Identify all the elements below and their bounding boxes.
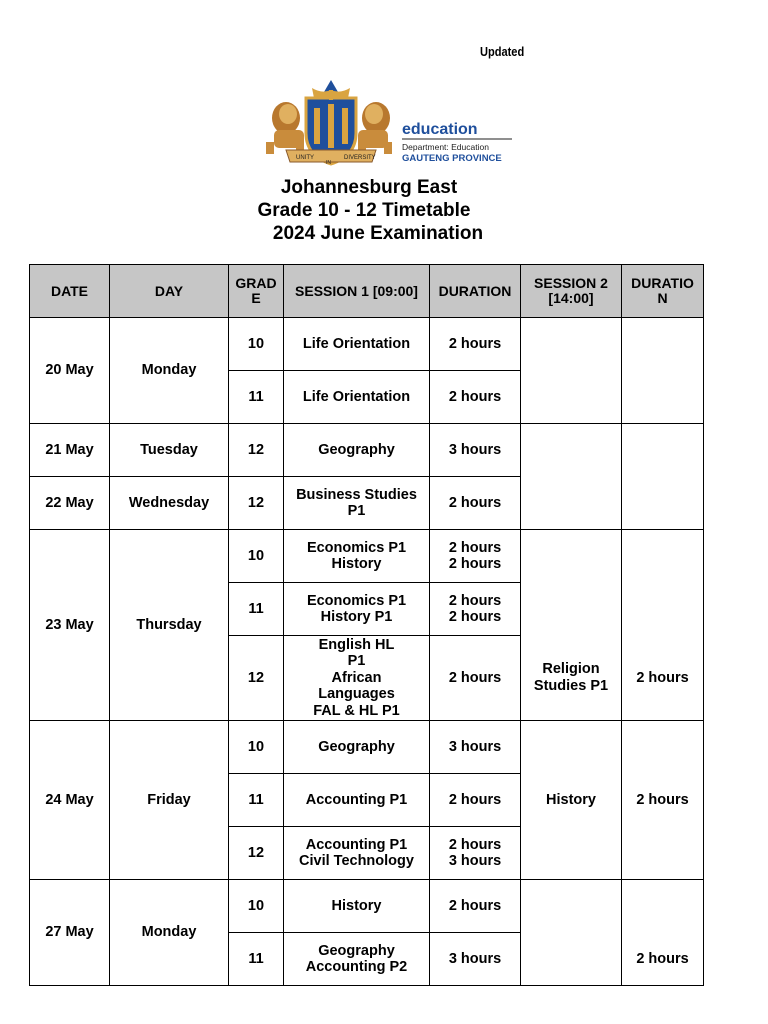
grade-cell: 10 [229,880,284,933]
subject-cell: Accounting P1 [284,774,430,827]
session2-cell [521,424,622,530]
duration-cell: 2 hours [430,636,521,721]
grade-cell: 12 [229,827,284,880]
session2-cell: Religion Studies P1 [521,530,622,721]
col-grade: GRAD E [229,265,284,318]
grade-cell: 12 [229,477,284,530]
motto-in: IN [326,160,331,166]
duration-cell: 2 hours 2 hours [430,530,521,583]
exam-timetable [29,264,704,986]
day-cell: Friday [110,721,229,880]
duration-cell: 2 hours [430,371,521,424]
logo-line2: GAUTENG PROVINCE [402,153,502,164]
grade-cell: 11 [229,583,284,636]
duration-cell: 2 hours [430,318,521,371]
left-lion-icon [266,102,304,154]
subject-cell: Life Orientation [284,371,430,424]
day-cell: Tuesday [110,424,229,477]
table-row [30,880,704,933]
date-cell: 23 May [30,530,110,721]
duration-cell: 2 hours [430,477,521,530]
session2-cell: History [521,721,622,880]
duration-cell: 3 hours [430,933,521,986]
duration-cell: 3 hours [430,721,521,774]
table-row [30,424,704,477]
col-duration2: DURATIO N [622,265,704,318]
grade-cell: 11 [229,774,284,827]
grade-cell: 12 [229,424,284,477]
subject-cell: History [284,880,430,933]
date-cell: 21 May [30,424,110,477]
right-lion-icon [358,102,392,154]
date-cell: 22 May [30,477,110,530]
day-cell: Monday [110,318,229,424]
subject-cell: Geography Accounting P2 [284,933,430,986]
col-session2: SESSION 2 [14:00] [521,265,622,318]
col-date: DATE [30,265,110,318]
logo-word: education [402,121,478,138]
grade-cell: 10 [229,721,284,774]
duration2-cell [622,424,704,530]
grade-cell: 10 [229,530,284,583]
subject-cell: English HL P1 African Languages FAL & HL P1 [284,636,430,721]
motto-diversity: DIVERSITY [344,155,376,161]
grade-cell: 11 [229,933,284,986]
duration-cell: 2 hours 2 hours [430,583,521,636]
duration2-cell: 2 hours [622,880,704,986]
date-cell: 24 May [30,721,110,880]
gauteng-education-logo [256,78,526,172]
day-cell: Thursday [110,530,229,721]
date-cell: 20 May [30,318,110,424]
subject-cell: Life Orientation [284,318,430,371]
duration2-cell: 2 hours [622,721,704,880]
subject-cell: Economics P1 History [284,530,430,583]
session2-cell [521,318,622,424]
duration-cell: 2 hours [430,880,521,933]
session2-cell [521,880,622,986]
subject-cell: Geography [284,424,430,477]
logo-line1: Department: Education [402,142,489,152]
duration2-cell [622,318,704,424]
day-cell: Wednesday [110,477,229,530]
table-row [30,721,704,774]
duration-cell: 3 hours [430,424,521,477]
header-row [30,265,704,318]
table-row [30,530,704,583]
col-duration1: DURATION [430,265,521,318]
subject-cell: Economics P1 History P1 [284,583,430,636]
motto-unity: UNITY [296,155,314,161]
grade-cell: 12 [229,636,284,721]
subject-cell: Business Studies P1 [284,477,430,530]
col-session1: SESSION 1 [09:00] [284,265,430,318]
table-row [30,318,704,371]
grade-cell: 10 [229,318,284,371]
duration2-cell: 2 hours [622,530,704,721]
grade-cell: 11 [229,371,284,424]
date-cell: 27 May [30,880,110,986]
duration-cell: 2 hours [430,774,521,827]
title-line-2: Grade 10 - 12 Timetable [257,200,471,221]
updated-note: Updated [480,44,525,59]
duration-cell: 2 hours 3 hours [430,827,521,880]
subject-cell: Geography [284,721,430,774]
col-day: DAY [110,265,229,318]
day-cell: Monday [110,880,229,986]
subject-cell: Accounting P1 Civil Technology [284,827,430,880]
title-line-1: Johannesburg East [280,177,458,198]
title-line-3: 2024 June Examination [272,223,484,244]
